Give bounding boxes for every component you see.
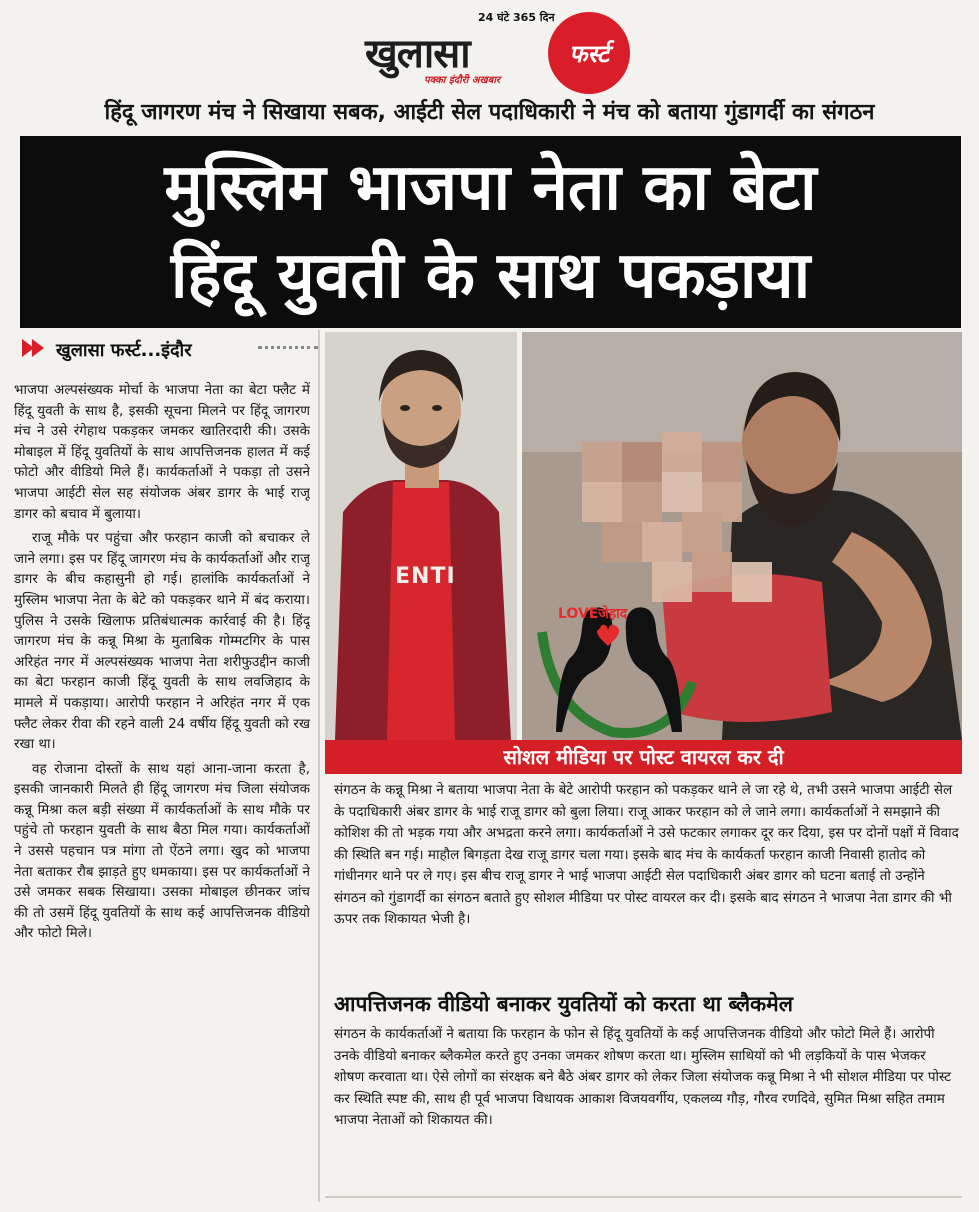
accused-portrait-photo xyxy=(325,332,517,740)
newspaper-subtitle: पक्का इंदौरी अखबार xyxy=(424,75,501,86)
viral-social-media-photo xyxy=(522,332,962,740)
main-article-paragraph-1 xyxy=(334,780,960,931)
viral-photo-illustration xyxy=(522,332,962,740)
portrait-illustration xyxy=(325,332,517,740)
left-paragraph-3: वह रोजाना दोस्तों के साथ यहां आना-जाना करता है, इसकी जानकारी मिलते ही हिंदू जागरण मंच जिला संयोजक कन्नू मिश्रा कल बड़ी संख्या में कार्यकर्ताओं के साथ मौके पर पहुंचे तो फरहान युवती के साथ बैठा मिल गया। कार्यकर्ताओं ने उससे पहचान पत्र मांगा तो ऐंठने लगा। खुद को भाजपा नेता बताकर रौब झाड़ते हुए धमकाया। इस पर कार्यकर्ताओं ने उसे जमकर सबक सिखाया। उसका मोबाइल छीनकर जांच की तो उसमें हिंदू युवतियों के साथ कई आपत्तिजनक वीडियो और फोटो मिले। xyxy=(14,760,310,942)
main-paragraph-1-text: संगठन के कन्नू मिश्रा ने बताया भाजपा नेता के बेटे आरोपी फरहान को पकड़कर थाने ले जा रहे थे, तभी उसने भाजपा आईटी सेल के पदाधिकारी अंबर डागर के भाई राजू डागर को बुला लिया। राजू आकर फरहान को ले जाने लगा। कार्यकर्ताओं ने समझाने की कोशिश की तो भड़क गया और अभद्रता करने लगा। कार्यकर्ताओं ने उसे फटकार लगाकर दूर कर दिया, इस पर दोनों पक्षों में विवाद की स्थिति बन गई। माहौल बिगड़ता देख राजू डागर चला गया। इसके बाद मंच के कार्यकर्ता फरहान काजी निवासी हातोद को गांधीनगर थाने पर ले गए। इस बीच राजू डागर ने भाई भाजपा आईटी सेल पदाधिकारी अंबर डागर को घटना बताई तो उन्होंने संगठन को गुंडागर्दी का संगठन बताते हुए सोशल मीडिया पर पोस्ट वायरल कर दी। इसके बाद संगठन ने भाजपा नेता डागर की भी ऊपर तक शिकायत भेजी है। xyxy=(334,782,959,927)
masthead xyxy=(0,0,979,92)
byline-divider xyxy=(258,346,318,349)
left-paragraph-1: भाजपा अल्पसंख्यक मोर्चा के भाजपा नेता का बेटा फ्लैट में हिंदू युवती के साथ है, इसकी सूचना मिलने पर हिंदू जागरण मंच ने उसे रंगेहाथ पकड़कर जमकर खातिरदारी की। उसके मोबाइल में हिंदू युवतियों के साथ आपत्तिजनक हालत में कई फोटो और वीडियो मिले हैं। कार्यकर्ताओं ने पकड़ा तो उसने भाजपा आईटी सेल सह संयोजक अंबर डागर के भाई राजू डागर को बचाव में बुलाया। xyxy=(14,382,310,522)
headline-line-2: हिंदू युवती के साथ पकड़ाया xyxy=(170,239,811,313)
love-jihad-stamp-text: LOVEजेहाद xyxy=(558,606,628,622)
main-headline xyxy=(20,136,961,328)
byline: खुलासा फर्स्ट...इंदौर xyxy=(56,340,192,361)
bottom-divider xyxy=(325,1196,962,1198)
main-article-paragraph-2 xyxy=(334,1024,960,1132)
shirt-print-text: ENTI xyxy=(395,564,456,589)
article-subheading: आपत्तिजनक वीडियो बनाकर युवतियों को करता था ब्लैकमेल xyxy=(334,992,793,1016)
left-article-column xyxy=(14,380,310,1200)
left-paragraph-2: राजू मौके पर पहुंचा और फरहान काजी को बचाकर ले जाने लगा। इस पर हिंदू जागरण मंच के कार्यकर्ताओं और राजू डागर के बीच कहासुनी हो गई। हालांकि कार्यकर्ताओं ने मुस्लिम भाजपा नेता के बेटे को पकड़कर थाने में बंद कराया। पुलिस ने उसके खिलाफ प्रतिबंधात्मक कार्रवाई की है। हिंदू जागरण मंच के कन्नू मिश्रा के मुताबिक गोम्मटगिर के पास अरिहंत नगर में अल्पसंख्यक भाजपा नेता शरीफुउद्दीन काजी का बेटा फरहान काजी हिंदू युवती के साथ लवजिहाद के मामले में पकड़ाया। आरोपी फरहान ने अरिहंत नगर में एक फ्लैट लेकर रीवा की रहने वाली 24 वर्षीय हिंदू युवती को रख रखा था। xyxy=(14,530,310,753)
headline-line-1: मुस्लिम भाजपा नेता का बेटा xyxy=(164,151,817,225)
newspaper-logo: खुलासा xyxy=(365,31,470,77)
logo-badge-text: फर्स्ट xyxy=(569,39,609,68)
masthead-tagline: 24 घंटे 365 दिन xyxy=(478,11,555,24)
photo-caption-bar: सोशल मीडिया पर पोस्ट वायरल कर दी xyxy=(325,740,962,774)
logo-badge xyxy=(548,12,630,94)
main-paragraph-2-text: संगठन के कार्यकर्ताओं ने बताया कि फरहान के फोन से हिंदू युवतियों के कई आपत्तिजनक वीडियो और फोटो मिले हैं। आरोपी उनके वीडियो बनाकर ब्लैकमेल करते हुए उनका जमकर शोषण करता था। मुस्लिम साथियों को भी लड़कियों के पास भेजकर शोषण करवाता था। ऐसे लोगों का संरक्षक बने बैठे अंबर डागर को लेकर जिला संयोजक कन्नू मिश्रा ने भी सोशल मीडिया पर पोस्ट कर स्थिति स्पष्ट की, साथ ही पूर्व भाजपा विधायक आकाश विजयवर्गीय, एकलव्य गौड़, गौरव रणदिवे, सुमित मिश्रा सहित तमाम भाजपा नेताओं को शिकायत की। xyxy=(334,1026,952,1128)
kicker-headline: हिंदू जागरण मंच ने सिखाया सबक, आईटी सेल पदाधिकारी ने मंच को बताया गुंडागर्दी का संगठन xyxy=(104,100,875,125)
byline-arrow-icon xyxy=(22,339,50,357)
column-divider xyxy=(318,330,320,1202)
